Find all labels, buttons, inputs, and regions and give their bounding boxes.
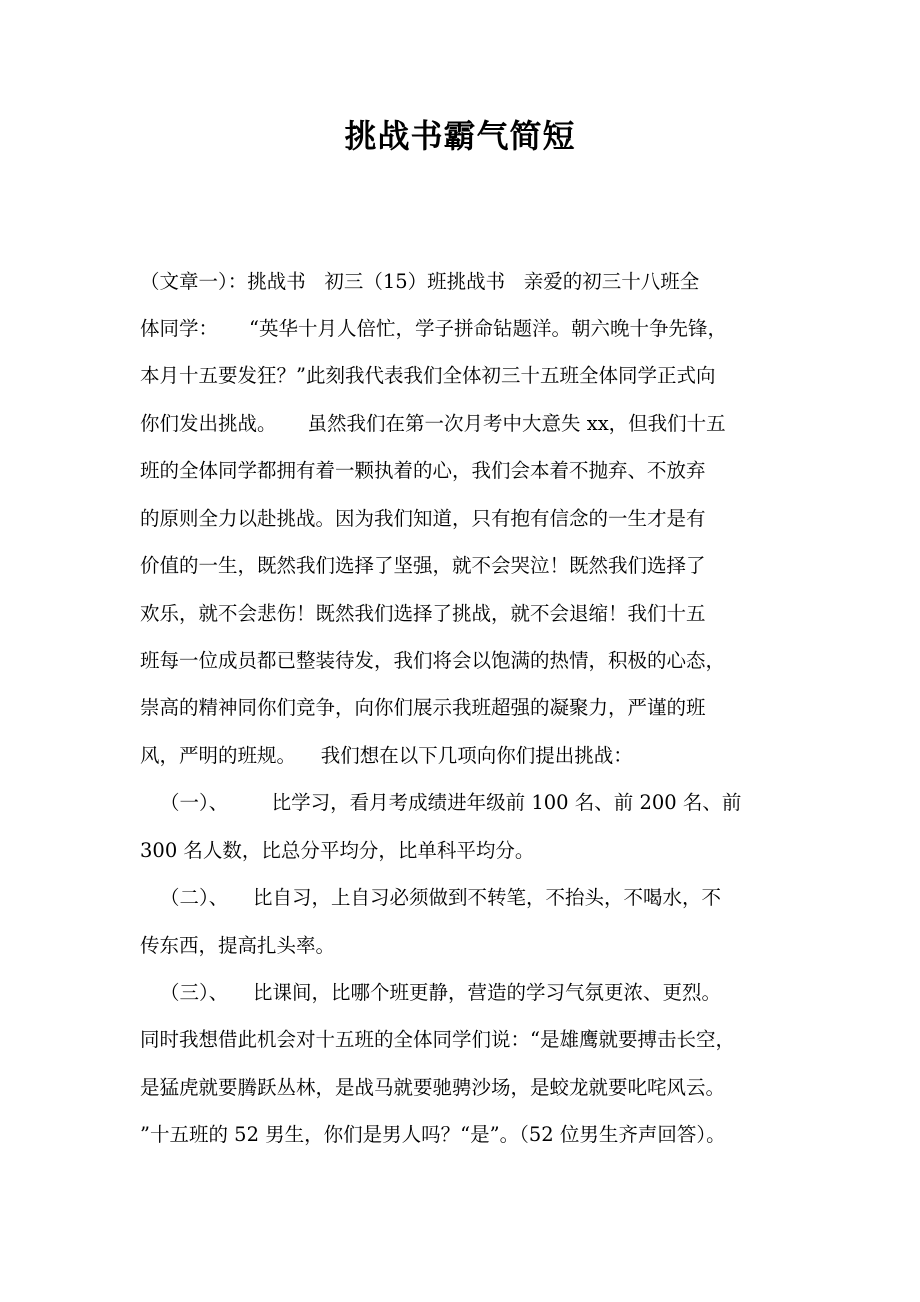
list-item-2-line-2: 传东西，提高扎头率。 bbox=[140, 934, 336, 957]
body-line-8: 欢乐，就不会悲伤！既然我们选择了挑战，就不会退缩！我们十五 bbox=[140, 602, 706, 625]
list-item-3-line-1: （三）、 比课间，比哪个班更静，营造的学习气氛更浓、更烈。 bbox=[160, 981, 722, 1004]
body-line-7: 价值的一生，既然我们选择了坚强，就不会哭泣！既然我们选择了 bbox=[140, 554, 706, 577]
body-line-2: 体同学： “英华十月人倍忙，学子拼命钻题洋。朝六晚十争先锋， bbox=[140, 317, 727, 340]
body-line-11: 风，严明的班规。 我们想在以下几项向你们提出挑战： bbox=[140, 744, 633, 767]
body-line-17: 同时我想借此机会对十五班的全体同学们说：“是雄鹰就要搏击长空， bbox=[140, 1028, 735, 1051]
document-title: 挑战书霸气简短 bbox=[344, 117, 576, 155]
body-line-6: 的原则全力以赴挑战。因为我们知道，只有抱有信念的一生才是有 bbox=[140, 507, 706, 530]
body-line-4: 你们发出挑战。 虽然我们在第一次月考中大意失 xx，但我们十五 bbox=[140, 412, 726, 435]
body-line-9: 班每一位成员都已整装待发，我们将会以饱满的热情，积极的心态， bbox=[140, 649, 726, 672]
list-item-2-line-1: （二）、 比自习，上自习必须做到不转笔，不抬头，不喝水，不 bbox=[160, 886, 722, 909]
body-line-19: ”十五班的 52 男生，你们是男人吗？“是”。（52 位男生齐声回答）。 bbox=[140, 1123, 726, 1146]
body-line-1: （文章一）：挑战书 初三（15）班挑战书 亲爱的初三十八班全 bbox=[140, 270, 700, 293]
body-line-3: 本月十五要发狂？”此刻我代表我们全体初三十五班全体同学正式向 bbox=[140, 364, 716, 387]
body-line-18: 是猛虎就要腾跃丛林，是战马就要驰骋沙场，是蛟龙就要叱咤风云。 bbox=[140, 1076, 726, 1099]
body-line-5: 班的全体同学都拥有着一颗执着的心，我们会本着不抛弃、不放弃 bbox=[140, 459, 706, 482]
body-line-10: 崇高的精神同你们竞争，向你们展示我班超强的凝聚力，严谨的班 bbox=[140, 696, 706, 719]
list-item-1-line-2: 300 名人数，比总分平均分，比单科平均分。 bbox=[140, 839, 535, 862]
list-item-1-line-1: （一）、 比学习，看月考成绩进年级前 100 名、前 200 名、前 bbox=[160, 791, 742, 814]
